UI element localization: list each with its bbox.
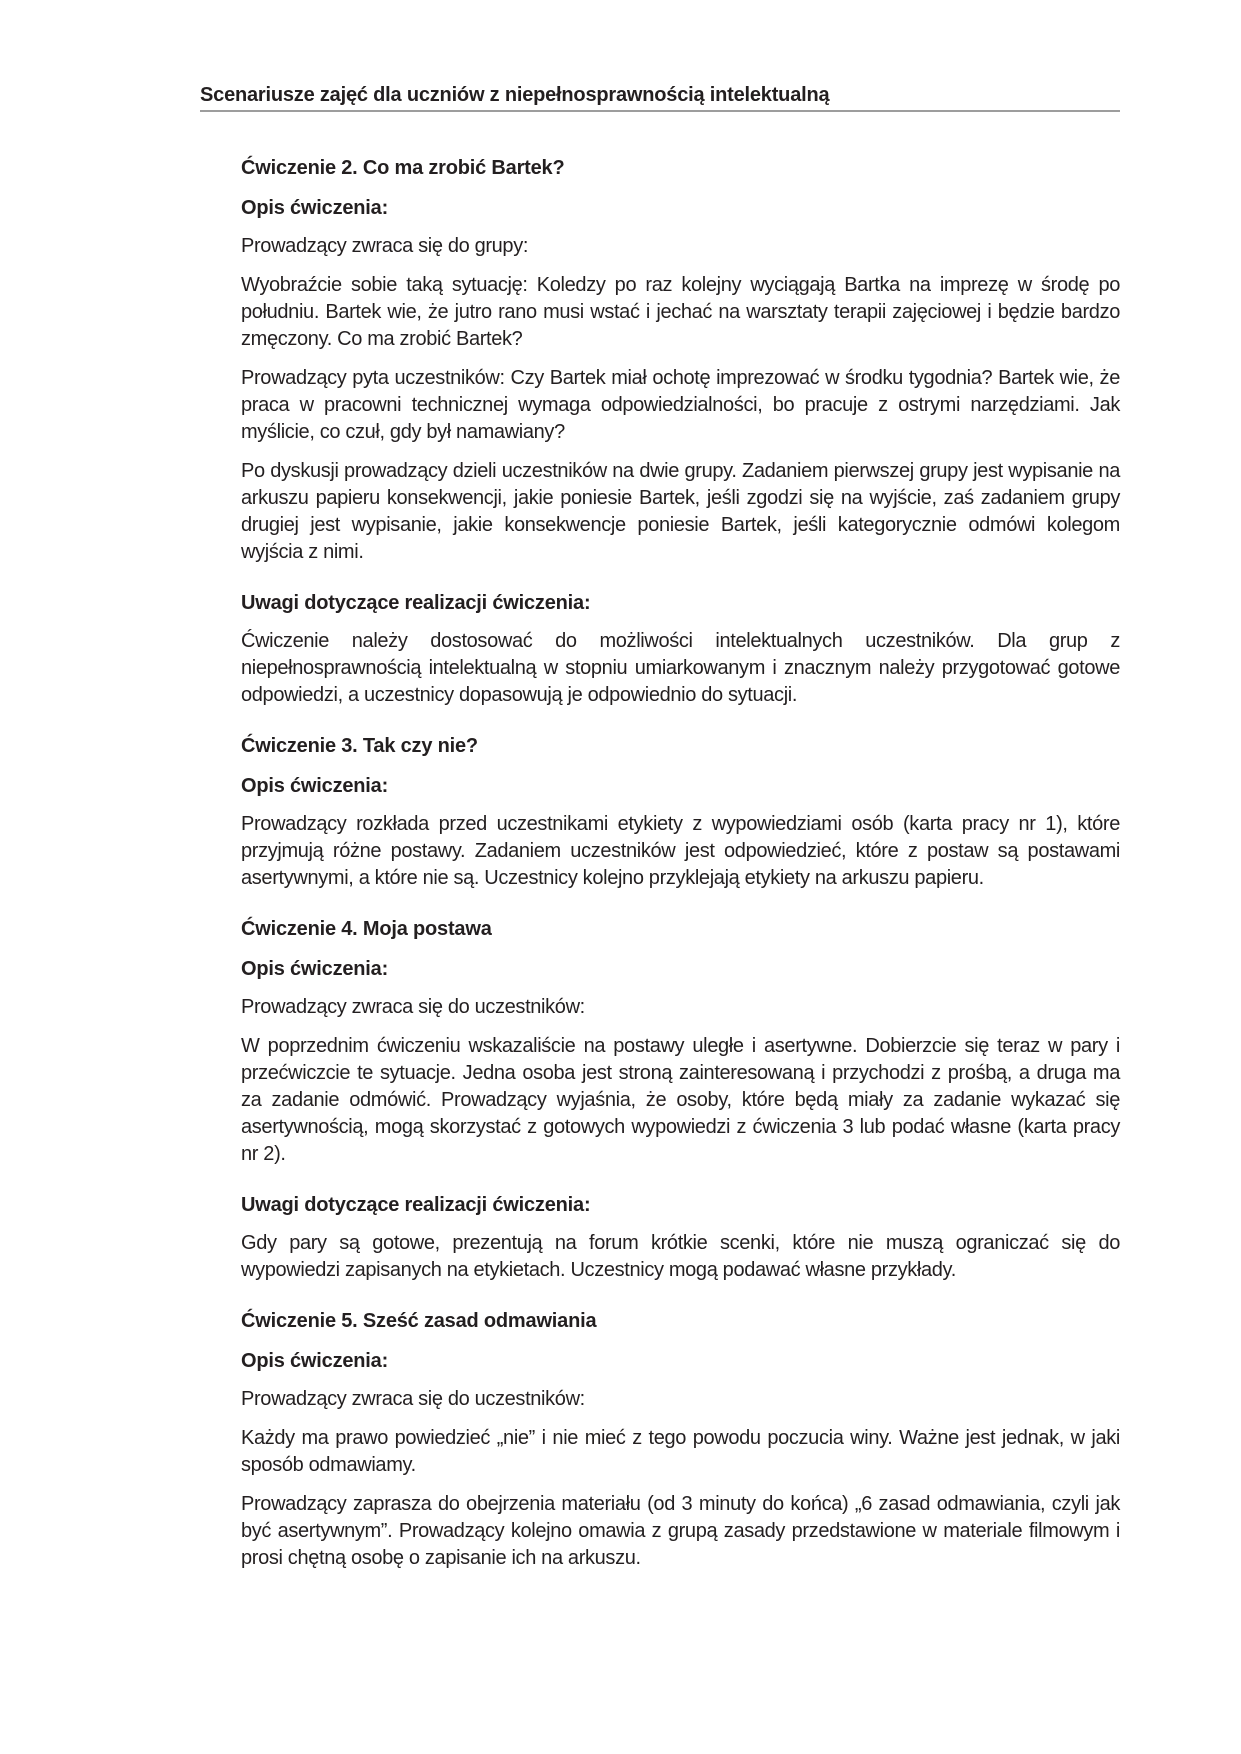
header-divider [200,110,1120,112]
exercise-2-notes-heading: Uwagi dotyczące realizacji ćwiczenia: [241,592,591,614]
exercise-2-description-heading: Opis ćwiczenia: [241,197,389,219]
exercise-4-notes-heading: Uwagi dotyczące realizacji ćwiczenia: [241,1194,591,1216]
exercise-5-paragraph: Prowadzący zwraca się do uczestników: [241,1388,585,1410]
exercise-4-paragraph: Prowadzący zwraca się do uczestników: [241,996,585,1018]
exercise-2-paragraph: Wyobraźcie sobie taką sytuację: Koledzy po raz kolejny wyciągają Bartka na imprezę w środę po południu. Bartek wie, że jutro rano musi wstać i jechać na warsztaty terapii zajęciowej i będzie bardzo zmęczony. Co ma zrobić Bartek? [241,274,1120,350]
exercise-4-description-heading: Opis ćwiczenia: [241,958,389,980]
exercise-4-title: Ćwiczenie 4. Moja postawa [241,918,492,940]
exercise-3-paragraph: Prowadzący rozkłada przed uczestnikami etykiety z wypowiedziami osób (karta pracy nr 1), które przyjmują różne postawy. Zadaniem uczestników jest odpowiedzieć, które z postaw są postawami asertywnymi, a które nie są. Uczestnicy kolejno przyklejają etykiety na arkuszu papieru. [241,813,1120,889]
exercise-4-notes-paragraph: Gdy pary są gotowe, prezentują na forum krótkie scenki, które nie muszą ograniczać się do wypowiedzi zapisanych na etykietach. Uczestnicy mogą podawać własne przykłady. [241,1232,1120,1281]
exercise-5-paragraph: Każdy ma prawo powiedzieć „nie” i nie mieć z tego powodu poczucia winy. Ważne jest jednak, w jaki sposób odmawiamy. [241,1427,1120,1476]
exercise-2-notes-paragraph: Ćwiczenie należy dostosować do możliwości intelektualnych uczestników. Dla grup z niepełnosprawnością intelektualną w stopniu umiarkowanym i znacznym należy przygotować gotowe odpowiedzi, a uczestnicy dopasowują je odpowiednio do sytuacji. [241,630,1120,706]
exercise-2-title: Ćwiczenie 2. Co ma zrobić Bartek? [241,157,565,179]
running-header: Scenariusze zajęć dla uczniów z niepełnosprawnością intelektualną [200,84,830,106]
exercise-5-title: Ćwiczenie 5. Sześć zasad odmawiania [241,1310,597,1332]
exercise-2-paragraph: Prowadzący zwraca się do grupy: [241,235,529,257]
exercise-2-paragraph: Po dyskusji prowadzący dzieli uczestników na dwie grupy. Zadaniem pierwszej grupy jest wypisanie na arkuszu papieru konsekwencji, jakie poniesie Bartek, jeśli zgodzi się na wyjście, zaś zadaniem grupy drugiej jest wypisanie, jakie konsekwencje poniesie Bartek, jeśli kategorycznie odmówi kolegom wyjścia z nimi. [241,460,1120,563]
exercise-2-paragraph: Prowadzący pyta uczestników: Czy Bartek miał ochotę imprezować w środku tygodnia? Bartek wie, że praca w pracowni technicznej wymaga odpowiedzialności, bo pracuje z ostrymi narzędziami. Jak myślicie, co czuł, gdy był namawiany? [241,367,1120,443]
page-content [241,155,1120,1584]
exercise-5-description-heading: Opis ćwiczenia: [241,1350,389,1372]
exercise-4-paragraph: W poprzednim ćwiczeniu wskazaliście na postawy uległe i asertywne. Dobierzcie się teraz w pary i przećwiczcie te sytuacje. Jedna osoba jest stroną zainteresowaną i przychodzi z prośbą, a druga ma za zadanie odmówić. Prowadzący wyjaśnia, że osoby, które będą miały za zadanie wykazać się asertywnością, mogą skorzystać z gotowych wypowiedzi z ćwiczenia 3 lub podać własne (karta pracy nr 2). [241,1035,1120,1165]
exercise-3-title: Ćwiczenie 3. Tak czy nie? [241,735,478,757]
exercise-3-description-heading: Opis ćwiczenia: [241,775,389,797]
exercise-5-paragraph: Prowadzący zaprasza do obejrzenia materiału (od 3 minuty do końca) „6 zasad odmawiania, czyli jak być asertywnym”. Prowadzący kolejno omawia z grupą zasady przedstawione w materiale filmowym i prosi chętną osobę o zapisanie ich na arkuszu. [241,1493,1120,1569]
